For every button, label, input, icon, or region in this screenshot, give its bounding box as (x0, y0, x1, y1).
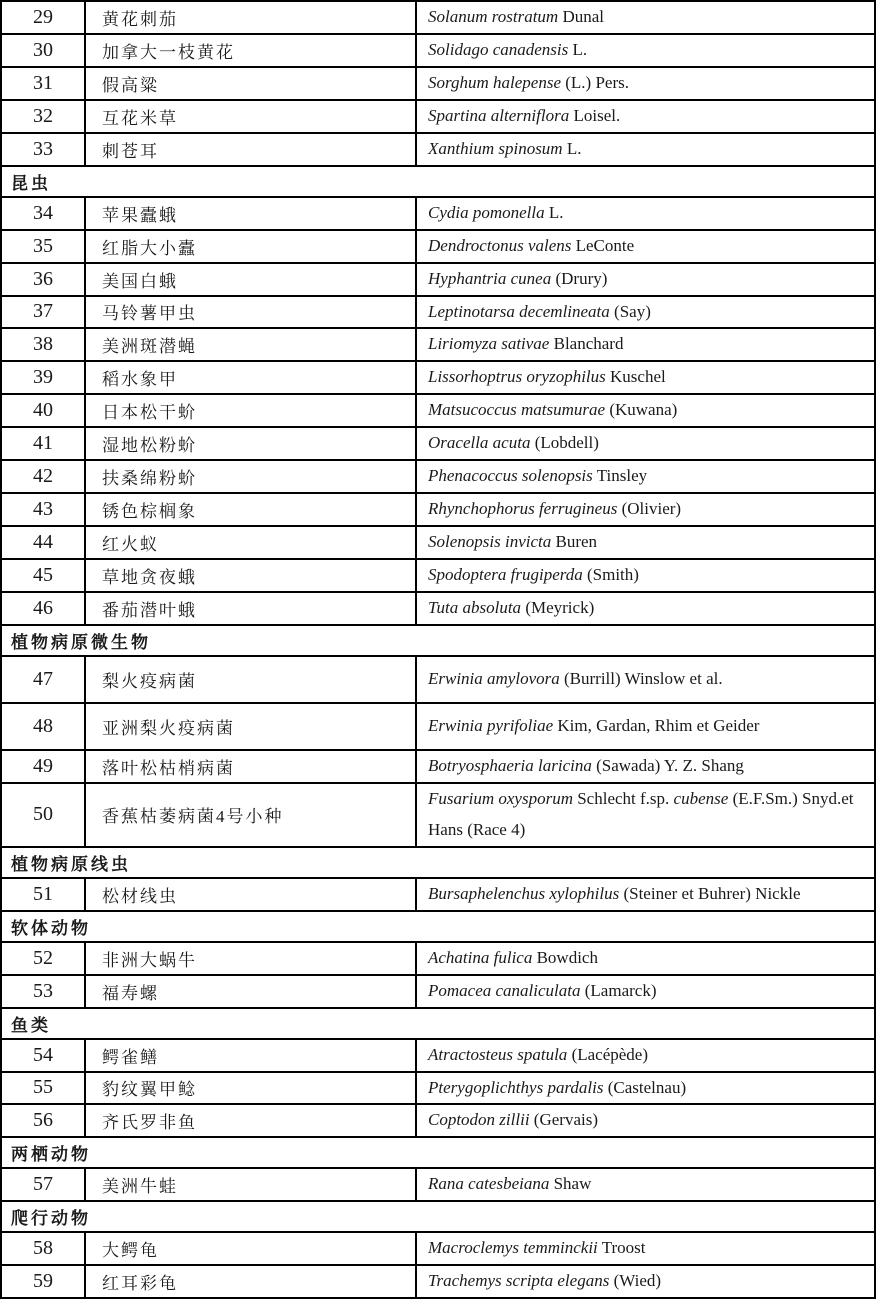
sci-name-regular-part: (Drury) (551, 268, 608, 288)
species-name-scientific (416, 975, 875, 1008)
species-name-scientific (416, 1168, 875, 1201)
row-number: 58 (1, 1232, 85, 1265)
sci-name-regular-part: Tinsley (592, 466, 648, 486)
species-row (1, 100, 875, 133)
row-number: 47 (1, 656, 85, 703)
sci-name-regular-part: (Olivier) (617, 499, 682, 519)
row-number: 45 (1, 559, 85, 592)
sci-name-regular-part: Bowdich (532, 947, 598, 967)
row-number: 55 (1, 1072, 85, 1105)
species-name-scientific (416, 100, 875, 133)
species-name-scientific (416, 703, 875, 750)
species-name-cn: 番茄潜叶蛾 (85, 592, 416, 625)
species-name-cn: 黄花刺茄 (85, 1, 416, 34)
species-name-scientific (416, 296, 875, 329)
sci-name-italic-part: Atractosteus spatula (428, 1044, 568, 1064)
row-number: 37 (1, 296, 85, 329)
row-number: 34 (1, 197, 85, 230)
species-row (1, 750, 875, 783)
row-number: 35 (1, 230, 85, 263)
sci-name-italic-part: Matsucoccus matsumurae (428, 400, 606, 420)
sci-name-italic-part: cubense (673, 788, 729, 808)
row-number: 44 (1, 526, 85, 559)
species-row (1, 783, 875, 847)
sci-name-italic-part: Bursaphelenchus xylophilus (428, 883, 620, 903)
sci-name-italic-part: Solenopsis invicta (428, 532, 552, 552)
row-number: 39 (1, 361, 85, 394)
species-name-scientific (416, 197, 875, 230)
species-name-cn: 亚洲梨火疫病菌 (85, 703, 416, 750)
species-name-cn: 互花米草 (85, 100, 416, 133)
sci-name-italic-part: Xanthium spinosum (428, 138, 563, 158)
section-row (1, 1201, 875, 1232)
species-name-cn: 香蕉枯萎病菌4号小种 (85, 783, 416, 847)
species-row (1, 975, 875, 1008)
sci-name-italic-part: Pterygoplichthys pardalis (428, 1077, 604, 1097)
species-row (1, 296, 875, 329)
sci-name-regular-part: (Burrill) Winslow et al. (559, 668, 723, 688)
species-row (1, 703, 875, 750)
sci-name-regular-part: (Lamarck) (580, 980, 657, 1000)
sci-name-regular-part: Kim, Gardan, Rhim et Geider (553, 715, 760, 735)
row-number: 48 (1, 703, 85, 750)
sci-name-regular-part: (Smith) (582, 565, 639, 584)
species-row (1, 394, 875, 427)
row-number: 53 (1, 975, 85, 1008)
sci-name-italic-part: Solidago canadensis (428, 39, 569, 59)
sci-name-regular-part: Buren (551, 532, 598, 552)
section-row (1, 625, 875, 656)
species-name-scientific (416, 1104, 875, 1137)
row-number: 29 (1, 1, 85, 34)
sci-name-regular-part: (Castelnau) (603, 1077, 687, 1097)
species-row (1, 427, 875, 460)
species-name-cn: 湿地松粉蚧 (85, 427, 416, 460)
species-name-cn: 锈色棕榈象 (85, 493, 416, 526)
species-name-scientific (416, 526, 875, 559)
sci-name-regular-part: (Gervais) (529, 1110, 598, 1130)
sci-name-italic-part: Erwinia amylovora (428, 668, 560, 688)
species-name-cn: 扶桑绵粉蚧 (85, 460, 416, 493)
sci-name-regular-part: Shaw (549, 1174, 592, 1194)
species-name-scientific (416, 1039, 875, 1072)
species-name-cn: 美洲牛蛙 (85, 1168, 416, 1201)
sci-name-italic-part: Rana catesbeiana (428, 1174, 550, 1194)
sci-name-italic-part: Macroclemys temminckii (428, 1238, 598, 1258)
row-number: 46 (1, 592, 85, 625)
species-row (1, 878, 875, 911)
row-number: 41 (1, 427, 85, 460)
species-name-scientific (416, 750, 875, 783)
row-number: 32 (1, 100, 85, 133)
sci-name-italic-part: Botryosphaeria laricina (428, 755, 592, 775)
species-name-cn: 齐氏罗非鱼 (85, 1104, 416, 1137)
sci-name-regular-part: Loisel. (569, 105, 621, 125)
species-name-scientific (416, 460, 875, 493)
section-label: 爬行动物 (1, 1201, 875, 1232)
section-row (1, 847, 875, 878)
species-row (1, 1168, 875, 1201)
sci-name-italic-part: Rhynchophorus ferrugineus (428, 499, 618, 519)
species-name-cn: 假高粱 (85, 67, 416, 100)
species-name-cn: 马铃薯甲虫 (85, 296, 416, 329)
species-name-scientific (416, 942, 875, 975)
sci-name-regular-part: Blanchard (549, 334, 624, 354)
species-name-cn: 松材线虫 (85, 878, 416, 911)
species-name-scientific (416, 427, 875, 460)
section-label: 两栖动物 (1, 1137, 875, 1168)
sci-name-regular-part: (Steiner et Buhrer) Nickle (619, 883, 801, 903)
species-row (1, 1104, 875, 1137)
sci-name-regular-part: Schlecht f.sp. (572, 788, 674, 808)
sci-name-regular-part: Dunal (558, 7, 604, 26)
species-name-cn: 福寿螺 (85, 975, 416, 1008)
species-name-scientific (416, 1, 875, 34)
species-row (1, 230, 875, 263)
sci-name-regular-part: L. (562, 138, 582, 158)
row-number: 52 (1, 942, 85, 975)
species-name-scientific (416, 878, 875, 911)
sci-name-italic-part: Achatina fulica (428, 947, 533, 967)
species-name-cn: 非洲大蜗牛 (85, 942, 416, 975)
species-row (1, 197, 875, 230)
sci-name-italic-part: Leptinotarsa decemlineata (428, 301, 610, 321)
species-name-scientific (416, 783, 875, 847)
species-row (1, 67, 875, 100)
species-row (1, 656, 875, 703)
section-row (1, 911, 875, 942)
sci-name-italic-part: Pomacea canaliculata (428, 980, 581, 1000)
species-name-scientific (416, 1072, 875, 1105)
row-number: 49 (1, 750, 85, 783)
species-name-cn: 稻水象甲 (85, 361, 416, 394)
species-name-scientific (416, 328, 875, 361)
sci-name-italic-part: Trachemys scripta elegans (428, 1271, 610, 1291)
species-table-body (1, 1, 875, 1298)
species-name-scientific (416, 394, 875, 427)
species-row (1, 526, 875, 559)
species-row (1, 1232, 875, 1265)
section-row (1, 1008, 875, 1039)
sci-name-regular-part: L. (544, 202, 564, 222)
sci-name-italic-part: Oracella acuta (428, 433, 531, 453)
row-number: 59 (1, 1265, 85, 1298)
species-name-scientific (416, 1232, 875, 1265)
species-name-scientific (416, 656, 875, 703)
sci-name-regular-part: (Meyrick) (521, 597, 595, 617)
species-name-scientific (416, 133, 875, 166)
sci-name-italic-part: Phenacoccus solenopsis (428, 466, 593, 486)
row-number: 51 (1, 878, 85, 911)
sci-name-regular-part: (Wied) (609, 1271, 662, 1291)
sci-name-regular-part: (Kuwana) (605, 400, 678, 420)
sci-name-italic-part: Sorghum halepense (428, 72, 561, 92)
row-number: 31 (1, 67, 85, 100)
sci-name-regular-part: (Lobdell) (530, 433, 599, 453)
section-label: 昆虫 (1, 166, 875, 197)
sci-name-regular-part: (E.F.Sm.) Snyd.et Hans (Race 4) (428, 788, 854, 839)
section-label: 鱼类 (1, 1008, 875, 1039)
row-number: 54 (1, 1039, 85, 1072)
sci-name-italic-part: Tuta absoluta (428, 597, 522, 617)
sci-name-italic-part: Cydia pomonella (428, 202, 545, 222)
species-row (1, 1072, 875, 1105)
species-row (1, 1265, 875, 1298)
species-name-scientific (416, 67, 875, 100)
species-name-cn: 加拿大一枝黄花 (85, 34, 416, 67)
section-row (1, 1137, 875, 1168)
sci-name-italic-part: Fusarium oxysporum (428, 788, 573, 808)
species-row (1, 34, 875, 67)
species-name-cn: 美洲斑潜蝇 (85, 328, 416, 361)
species-row (1, 559, 875, 592)
section-label: 植物病原微生物 (1, 625, 875, 656)
sci-name-regular-part: LeConte (571, 235, 635, 255)
species-name-scientific (416, 230, 875, 263)
species-name-scientific (416, 263, 875, 296)
section-label: 软体动物 (1, 911, 875, 942)
sci-name-regular-part: Kuschel (605, 367, 666, 387)
sci-name-regular-part: (L.) Pers. (561, 72, 629, 92)
row-number: 43 (1, 493, 85, 526)
species-name-cn: 美国白蛾 (85, 263, 416, 296)
row-number: 57 (1, 1168, 85, 1201)
species-name-scientific (416, 559, 875, 592)
row-number: 56 (1, 1104, 85, 1137)
sci-name-regular-part: (Lacépède) (567, 1044, 648, 1064)
row-number: 50 (1, 783, 85, 847)
species-name-cn: 豹纹翼甲鲶 (85, 1072, 416, 1105)
sci-name-regular-part: (Sawada) Y. Z. Shang (591, 755, 744, 775)
species-name-cn: 梨火疫病菌 (85, 656, 416, 703)
sci-name-italic-part: Solanum rostratum (428, 7, 559, 26)
sci-name-italic-part: Coptodon zillii (428, 1110, 530, 1130)
sci-name-italic-part: Erwinia pyrifoliae (428, 715, 554, 735)
sci-name-regular-part: Troost (597, 1238, 646, 1258)
species-row (1, 1039, 875, 1072)
section-row (1, 166, 875, 197)
species-name-cn: 红脂大小蠹 (85, 230, 416, 263)
species-name-scientific (416, 1265, 875, 1298)
species-row (1, 942, 875, 975)
species-name-cn: 苹果蠹蛾 (85, 197, 416, 230)
sci-name-italic-part: Liriomyza sativae (428, 334, 550, 354)
species-name-scientific (416, 34, 875, 67)
species-row (1, 133, 875, 166)
row-number: 36 (1, 263, 85, 296)
sci-name-regular-part: L. (568, 39, 588, 59)
sci-name-regular-part: (Say) (609, 301, 651, 321)
sci-name-italic-part: Hyphantria cunea (428, 268, 552, 288)
row-number: 30 (1, 34, 85, 67)
species-row (1, 592, 875, 625)
sci-name-italic-part: Spartina alterniflora (428, 105, 570, 125)
row-number: 38 (1, 328, 85, 361)
species-name-cn: 草地贪夜蛾 (85, 559, 416, 592)
species-name-cn: 落叶松枯梢病菌 (85, 750, 416, 783)
species-row (1, 263, 875, 296)
species-name-scientific (416, 361, 875, 394)
species-name-cn: 红耳彩龟 (85, 1265, 416, 1298)
row-number: 40 (1, 394, 85, 427)
species-name-cn: 大鳄龟 (85, 1232, 416, 1265)
species-name-cn: 鳄雀鳝 (85, 1039, 416, 1072)
species-row (1, 460, 875, 493)
species-name-cn: 红火蚁 (85, 526, 416, 559)
species-row (1, 361, 875, 394)
species-row (1, 328, 875, 361)
sci-name-italic-part: Lissorhoptrus oryzophilus (428, 367, 606, 387)
species-row (1, 493, 875, 526)
row-number: 42 (1, 460, 85, 493)
species-name-cn: 刺苍耳 (85, 133, 416, 166)
row-number: 33 (1, 133, 85, 166)
species-name-cn: 日本松干蚧 (85, 394, 416, 427)
section-label: 植物病原线虫 (1, 847, 875, 878)
sci-name-italic-part: Dendroctonus valens (428, 235, 572, 255)
species-row (1, 1, 875, 34)
sci-name-italic-part: Spodoptera frugiperda (428, 565, 583, 584)
species-name-scientific (416, 592, 875, 625)
species-name-scientific (416, 493, 875, 526)
